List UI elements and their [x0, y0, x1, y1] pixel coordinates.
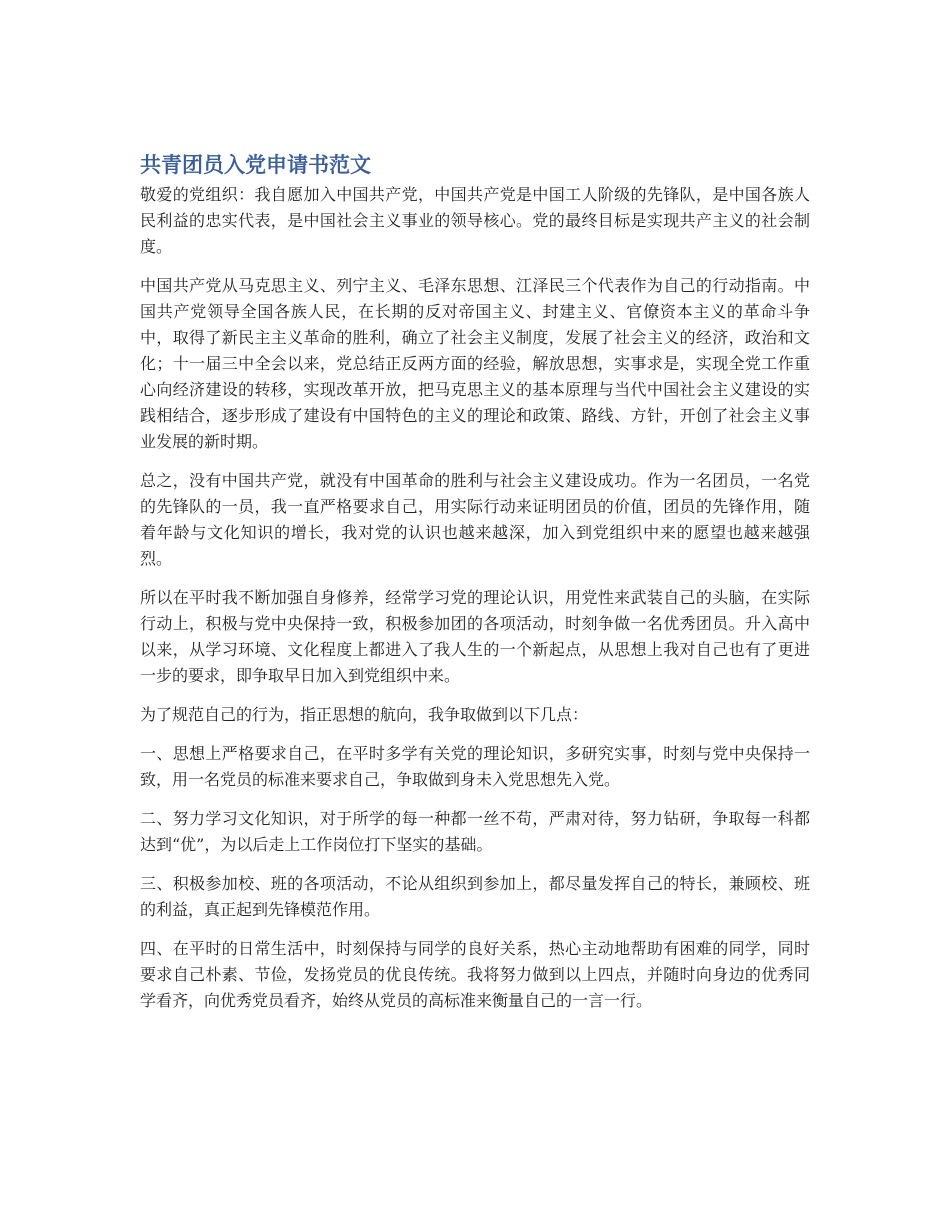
- paragraph-salutation: 敬爱的党组织：我自愿加入中国共产党，中国共产党是中国工人阶级的先锋队，是中国各族人民利益的忠实代表，是中国社会主义事业的领导核心。党的最终目标是实现共产主义的社会制度。: [140, 185, 810, 256]
- paragraph-party-guidance: 中国共产党从马克思主义、列宁主义、毛泽东思想、江泽民三个代表作为自己的行动指南。中国共产党领导全国各族人民，在长期的反对帝国主义、封建主义、官僚资本主义的革命斗争中，取得了新民主主义革命的胜利，确立了社会主义制度，发展了社会主义的经济，政治和文化；十一届三中全会以来，党总结正反两方面的经验，解放思想，实事求是，实现全党工作重心向经济建设的转移，实现改革开放，把马克思主义的基本原理与当代中国社会主义建设的实践相结合，逐步形成了建设有中国特色的主义的理论和政策、路线、方针，开创了社会主义事业发展的新时期。: [140, 276, 810, 451]
- document-body: [140, 148, 810, 1027]
- paragraph-point-three: 三、积极参加校、班的各项活动，不论从组织到参加上，都尽量发挥自己的特长，兼顾校、班的利益，真正起到先锋模范作用。: [140, 874, 810, 919]
- paragraph-point-four: 四、在平时的日常生活中，时刻保持与同学的良好关系，热心主动地帮助有困难的同学，同时要求自己朴素、节俭，发扬党员的优良传统。我将努力做到以上四点，并随时向身边的优秀同学看齐，向优秀党员看齐，始终从党员的高标准来衡量自己的一言一行。: [140, 939, 810, 1010]
- document-title: 共青团员入党申请书范文: [140, 153, 371, 177]
- paragraph-summary: 总之，没有中国共产党，就没有中国革命的胜利与社会主义建设成功。作为一名团员，一名党的先锋队的一员，我一直严格要求自己，用实际行动来证明团员的价值，团员的先锋作用，随着年龄与文化知识的增长，我对党的认识也越来越深，加入到党组织中来的愿望也越来越强烈。: [140, 471, 810, 568]
- paragraph-self-improvement: 所以在平时我不断加强自身修养，经常学习党的理论认识，用党性来武装自己的头脑，在实际行动上，积极与党中央保持一致，积极参加团的各项活动，时刻争做一名优秀团员。升入高中以来，从学习环境、文化程度上都进入了我人生的一个新起点，从思想上我对自己也有了更进一步的要求，即争取早日加入到党组织中来。: [140, 588, 810, 685]
- paragraph-intro-points: 为了规范自己的行为，指正思想的航向，我争取做到以下几点：: [140, 705, 589, 724]
- paragraph-point-one: 一、思想上严格要求自己，在平时多学有关党的理论知识，多研究实事，时刻与党中央保持一致，用一名党员的标准来要求自己，争取做到身未入党思想先入党。: [140, 744, 810, 789]
- paragraph-point-two: 二、努力学习文化知识，对于所学的每一种都一丝不苟，严肃对待，努力钻研，争取每一科都达到“优”，为以后走上工作岗位打下坚实的基础。: [140, 809, 810, 854]
